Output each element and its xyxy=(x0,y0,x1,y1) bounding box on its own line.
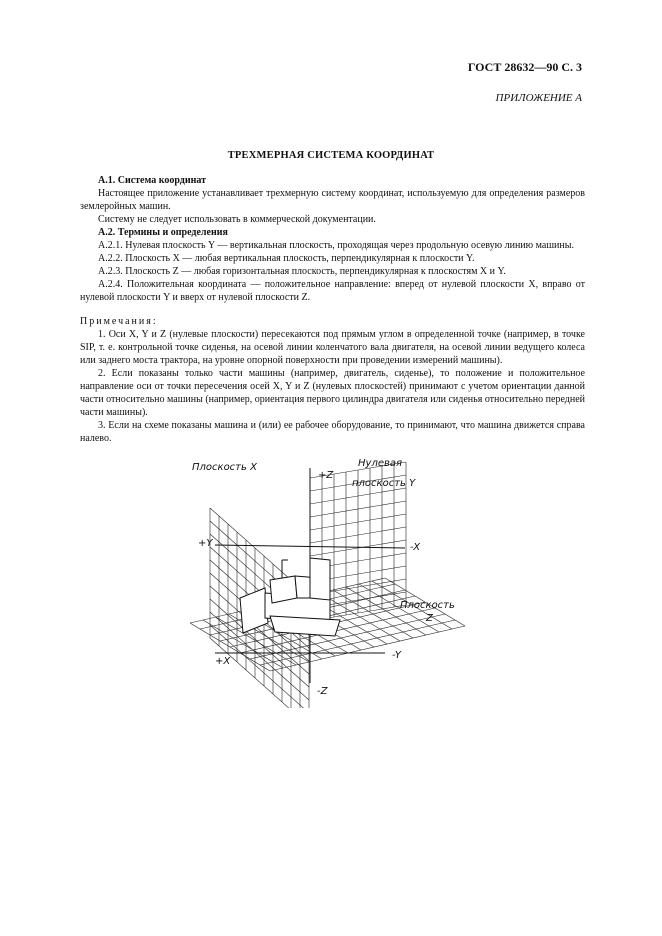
section-a1-heading: А.1. Система координат xyxy=(98,175,207,186)
axis-label-minus-y: -Y xyxy=(392,650,401,661)
page-header-code: ГОСТ 28632—90 С. 3 xyxy=(467,60,582,74)
definition-a23: А.2.3. Плоскость Z — любая горизонтальная плоскость, перпендикулярная к плоскостям X и Y. xyxy=(98,266,506,277)
axis-label-plus-y: +Y xyxy=(198,538,213,549)
section-a2-heading: А.2. Термины и определения xyxy=(98,227,228,238)
notes-heading: Примечания: xyxy=(80,316,158,327)
label-plane-z-1: Плоскость xyxy=(400,600,455,611)
page-title: ТРЕХМЕРНАЯ СИСТЕМА КООРДИНАТ xyxy=(227,150,435,161)
label-plane-x: Плоскость X xyxy=(192,462,257,473)
axis-label-plus-x: +X xyxy=(215,656,231,667)
section-a1-paragraph-2: Систему не следует использовать в коммерческой документации. xyxy=(98,214,376,225)
annex-label: ПРИЛОЖЕНИЕ А xyxy=(495,92,582,104)
axis-label-minus-z: -Z xyxy=(317,686,328,697)
axis-label-minus-x: -X xyxy=(410,542,421,553)
definition-a22: А.2.2. Плоскость X — любая вертикальная плоскость, перпендикулярная к плоскости Y. xyxy=(98,253,475,264)
definition-a21: А.2.1. Нулевая плоскость Y — вертикальная плоскость, проходящая через продольную осевую линию машины. xyxy=(98,240,574,251)
note-3: 3. Если на схеме показаны машина и (или) ее рабочее оборудование, то принимают, что машина движется справа налево. xyxy=(80,420,585,444)
axis-label-plus-z: +Z xyxy=(318,470,334,481)
label-zero-plane-y-1: Нулевая xyxy=(358,458,403,469)
note-1: 1. Оси X, Y и Z (нулевые плоскости) пересекаются под прямым углом в определенной точке (например, в точке SIP, т. е. контрольной точке сиденья, на осевой линии коленчатого вала двигателя, на осевой линии ведущего колеса или заднего моста трактора, на уровне опорной поверхности при проведении измерений машины). xyxy=(80,329,585,366)
label-zero-plane-y-2: плоскость Y xyxy=(352,478,416,489)
section-a1-paragraph-1: Настоящее приложение устанавливает трехмерную систему координат, используемую для определения размеров землеройных машин. xyxy=(80,188,585,212)
document-body xyxy=(80,174,585,445)
label-plane-z-2: Z xyxy=(426,613,433,624)
note-2: 2. Если показаны только части машины (например, двигатель, сиденье), то положение и положительное направление оси от точки пересечения осей X, Y и Z (нулевых плоскостей) принимают с учетом ориентации данной части относительно машины (например, ориентация первого цилиндра двигателя или сиденья относительно передней части машины). xyxy=(80,368,585,418)
coordinate-system-figure xyxy=(170,448,490,708)
definition-a24: А.2.4. Положительная координата — положительное направление: вперед от нулевой плоскости X, вправо от нулевой плоскости Y и вверх от нулевой плоскости Z. xyxy=(80,279,585,303)
